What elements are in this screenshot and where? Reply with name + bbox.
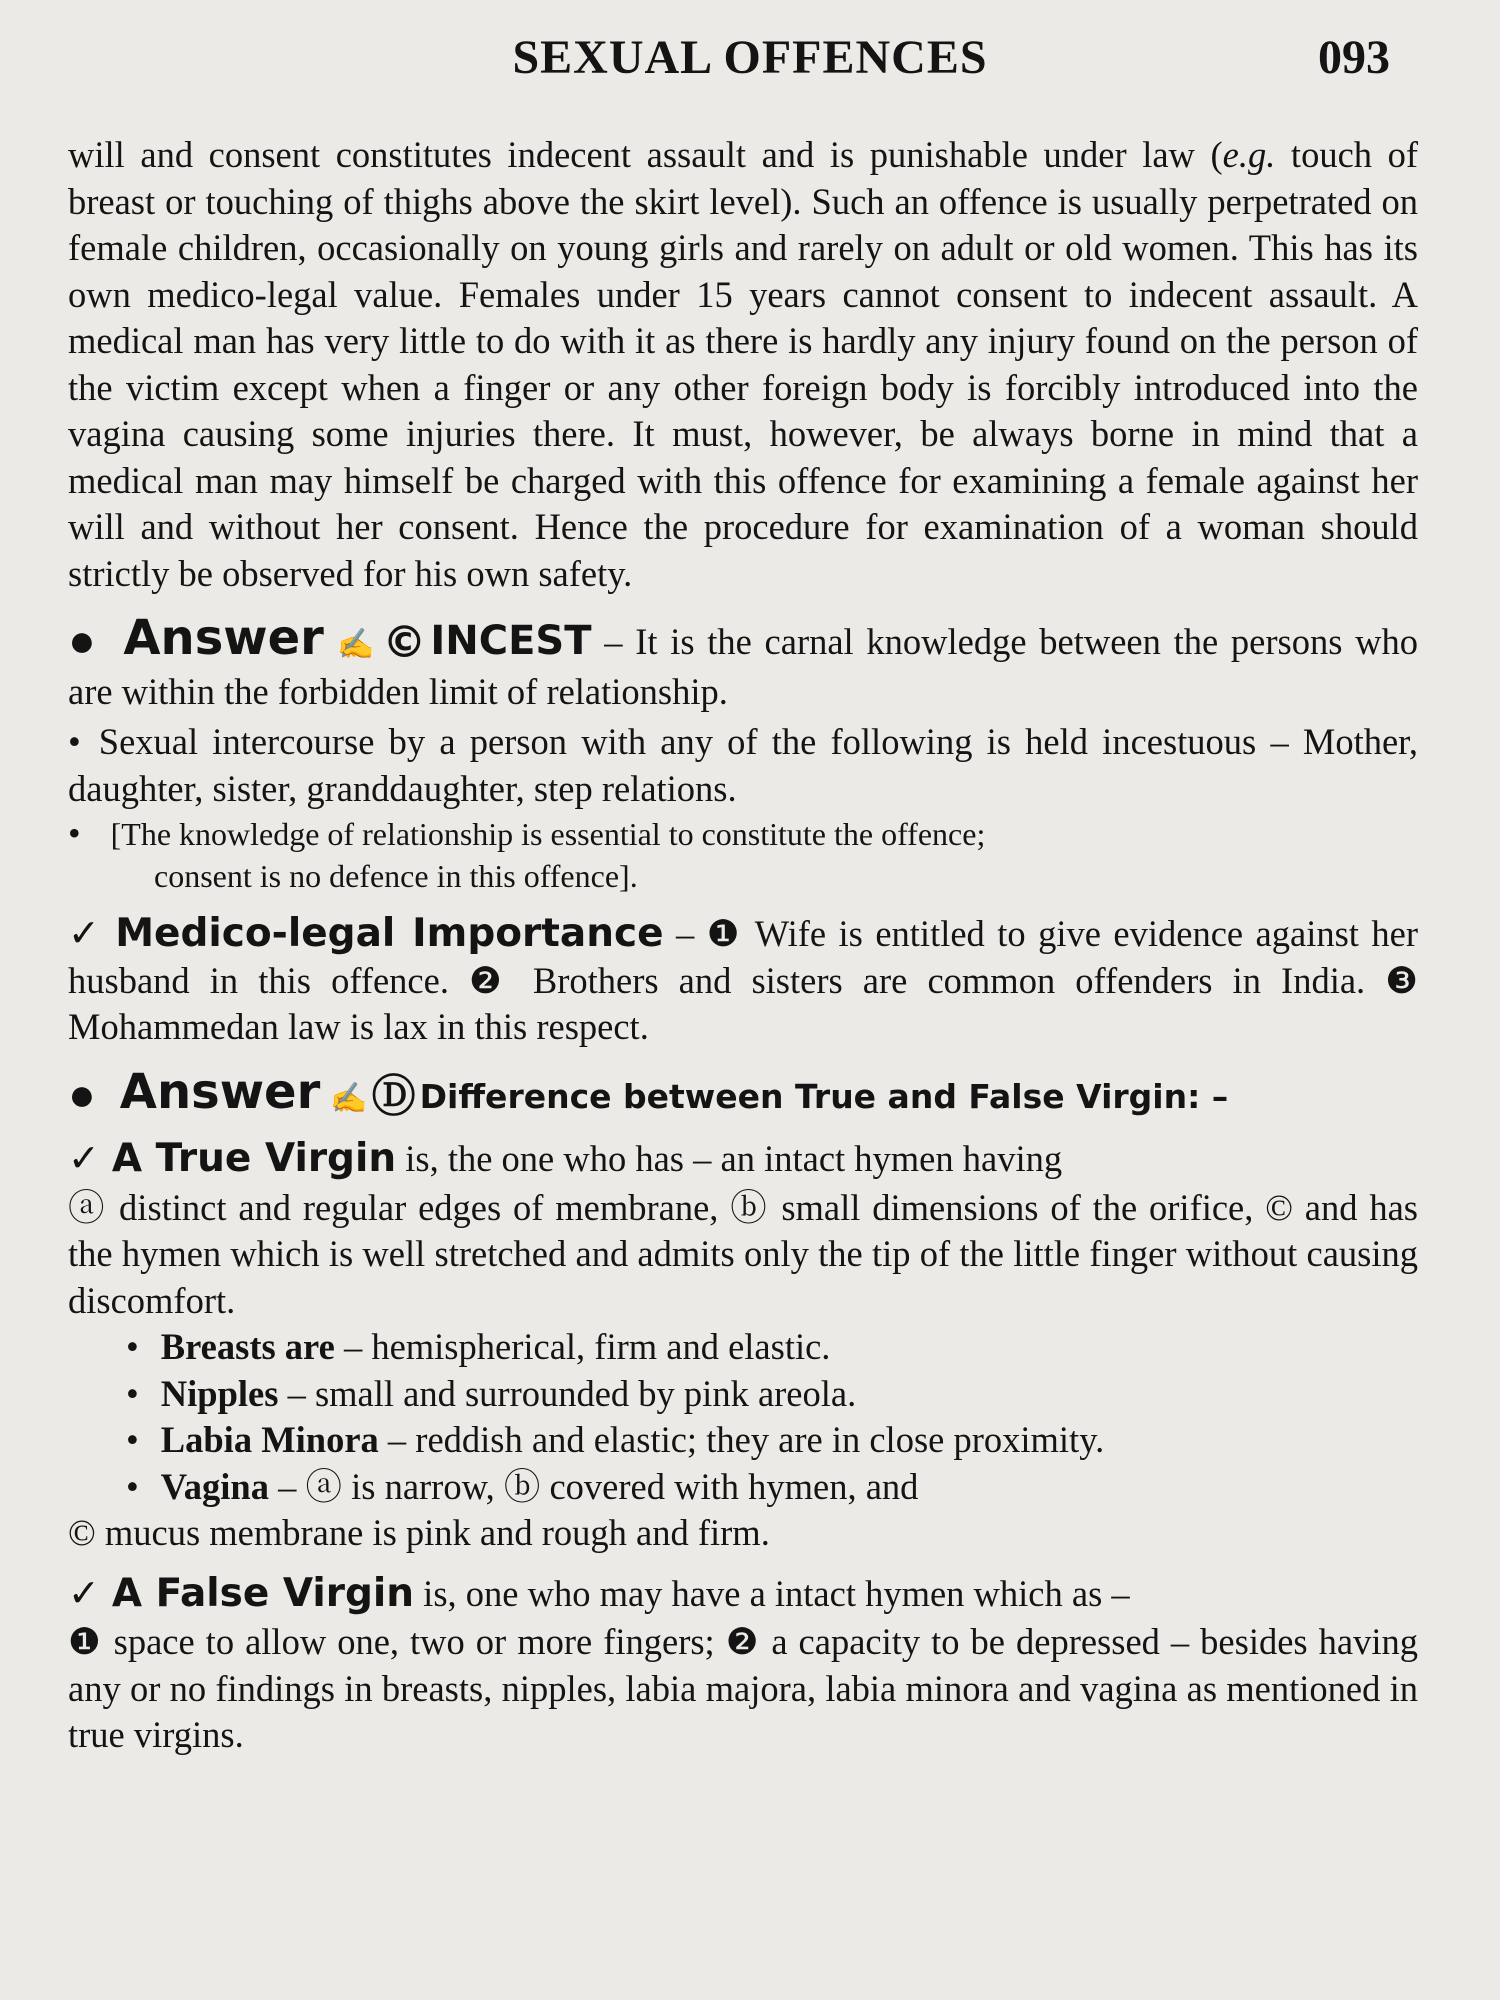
feature-term: Labia Minora: [160, 1419, 379, 1460]
medico-legal-text: – ❶ Wife is entitled to give evidence against her husband in this offence. ❷ Brothers and sisters are common offenders in India. ❸ Mohammedan law is lax in this respect.: [68, 913, 1419, 1047]
false-virgin-text: is, one who may have a intact hymen which as –: [414, 1572, 1130, 1614]
feature-term: Breasts are: [160, 1326, 335, 1367]
feature-desc: – hemispherical, firm and elastic.: [334, 1326, 831, 1367]
false-virgin-heading: [68, 1571, 1418, 1618]
feature-term: Vagina: [160, 1465, 269, 1507]
true-virgin-features: [68, 1324, 1418, 1510]
writing-hand-icon: ✍: [333, 628, 379, 661]
list-item: [126, 1417, 1418, 1464]
intro-text-2: touch of breast or touching of thighs above the skirt level). Such an offence is usually perpetrated on female children, occasionally on young girls and rarely on adult or old women. This has its own medico-legal value. Females under 15 years cannot consent to indecent assault. A medical man has very little to do with it as there is hardly any injury found on the person of the victim except when a finger or any other foreign body is forcibly introduced into the vagina causing some injuries there. It must, however, be always borne in mind that a medical man may himself be charged with this offence for examining a female against her will and without her consent. Hence the procedure for examination of a woman should strictly be observed for his own safety.: [68, 134, 1419, 594]
incest-bullet-1: [68, 719, 1418, 812]
answer-d-label: Answer: [119, 1063, 321, 1120]
false-virgin-description: ❶ space to allow one, two or more fingers; ❷ a capacity to be depressed – besides having any or no findings in breasts, nipples, labia majora, labia minora and vagina as mentioned in true virgins.: [68, 1621, 1418, 1755]
answer-d-topic: Difference between True and False Virgin: –: [419, 1076, 1229, 1116]
feature-desc: – reddish and elastic; they are in close proximity.: [378, 1419, 1105, 1460]
answer-c-paragraph: [68, 610, 1418, 715]
bullet-icon: •: [126, 1419, 139, 1460]
true-virgin-text: is, the one who has – an intact hymen having: [396, 1138, 1063, 1179]
checkmark-icon: ✓: [68, 1138, 100, 1180]
medico-legal-paragraph: [68, 911, 1418, 1051]
bullet-icon: •: [68, 813, 81, 853]
intro-text-1: will and consent constitutes indecent assault and is punishable under law (: [68, 134, 1223, 175]
bullet-icon: ●: [68, 1068, 96, 1120]
page-body: [68, 132, 1418, 1759]
bullet-icon: •: [126, 1465, 139, 1507]
answer-c-topic: INCEST: [430, 618, 592, 664]
feature-desc: – small and surrounded by pink areola.: [278, 1372, 857, 1414]
page-title: SEXUAL OFFENCES: [512, 31, 988, 84]
incest-bullet-2: [68, 812, 1418, 897]
feature-term: Nipples: [160, 1372, 279, 1414]
incest-bullet-2-line-2: consent is no defence in this offence].: [154, 858, 638, 894]
feature-desc: – ⓐ is narrow, ⓑ covered with hymen, and: [268, 1465, 919, 1507]
bullet-icon: ●: [68, 615, 100, 666]
answer-d-heading: [68, 1063, 1418, 1123]
checkmark-icon: ✓: [68, 913, 104, 955]
false-virgin-label: A False Virgin: [111, 1570, 415, 1616]
medico-legal-label: Medico-legal Importance: [115, 911, 664, 956]
page-header: [0, 30, 1500, 100]
answer-c-label: Answer: [123, 610, 324, 666]
answer-d-letter: Ⓓ: [371, 1070, 416, 1122]
vagina-continuation: © mucus membrane is pink and rough and firm.: [68, 1512, 770, 1553]
bullet-icon: •: [68, 721, 81, 762]
bullet-icon: •: [126, 1326, 139, 1367]
incest-bullet-1-text: Sexual intercourse by a person with any of the following is held incestuous – Mother, daughter, sister, granddaughter, step relations.: [68, 721, 1418, 809]
checkmark-icon: ✓: [68, 1572, 100, 1615]
answer-c-text: – It is the carnal knowledge between the persons who are within the forbidden limit of relationship.: [68, 621, 1418, 712]
true-virgin-label: A True Virgin: [111, 1136, 397, 1181]
incest-bullet-2-line-1: [The knowledge of relationship is essential to constitute the offence;: [110, 816, 986, 852]
list-item: [126, 1324, 1418, 1371]
bullet-icon: •: [126, 1372, 139, 1414]
true-virgin-heading: [68, 1136, 1418, 1183]
list-item: [126, 1464, 1418, 1511]
answer-c-letter: ©: [382, 617, 427, 668]
intro-eg: e.g.: [1222, 134, 1276, 175]
writing-hand-icon: ✍: [330, 1081, 368, 1115]
page-number: 093: [1318, 31, 1390, 84]
list-item: [126, 1371, 1418, 1418]
intro-paragraph: [68, 132, 1418, 597]
true-virgin-description: ⓐ distinct and regular edges of membrane, ⓑ small dimensions of the orifice, © and has the hymen which is well stretched and admits only the tip of the little finger without causing discomfort.: [68, 1186, 1418, 1321]
